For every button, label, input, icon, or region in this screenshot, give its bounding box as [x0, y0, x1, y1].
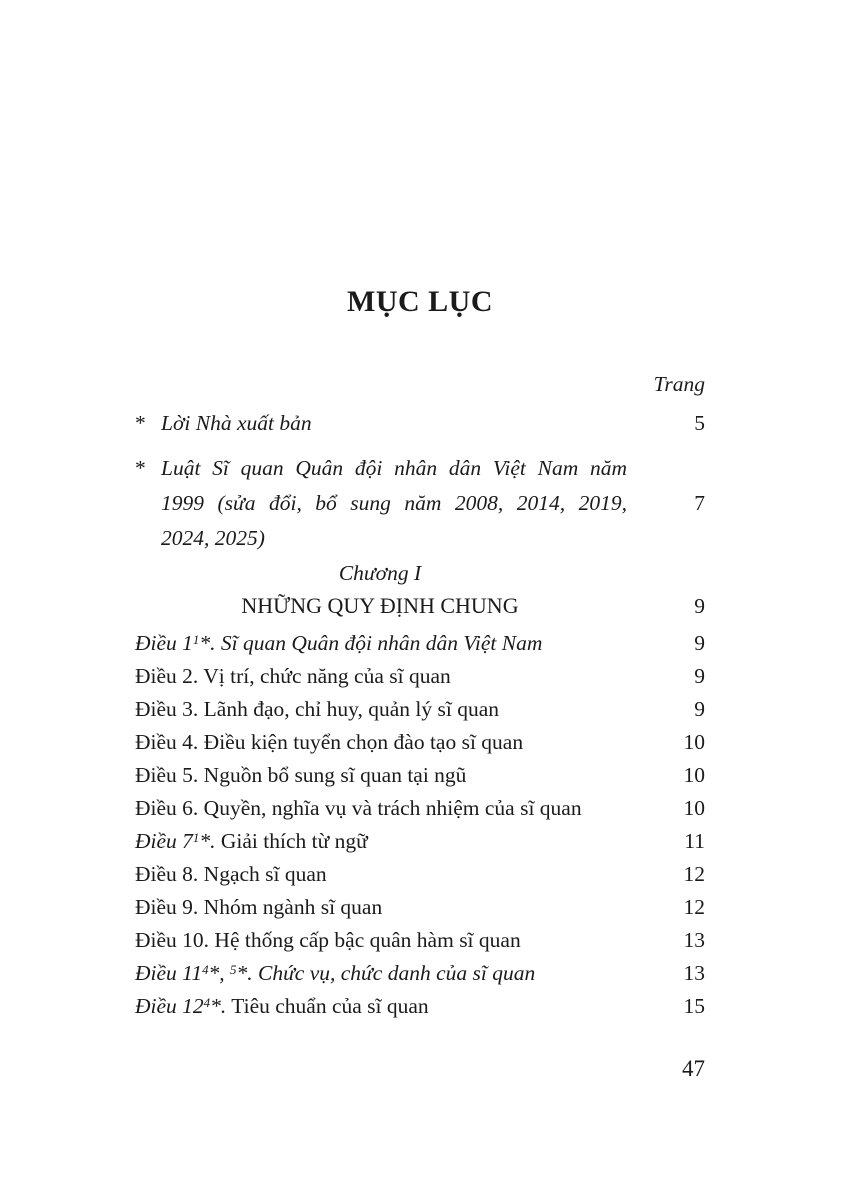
toc-entry: [135, 726, 705, 759]
toc-entry: [135, 660, 705, 693]
toc-entry-title: Điều $11^4*$, $^5$*. Chức vụ, chức danh của sĩ quan: [135, 961, 536, 985]
toc-entry: [135, 891, 705, 924]
toc-entry-title: Điều 2. Vị trí, chức năng của sĩ quan: [135, 664, 451, 688]
toc-entry-page: 15: [683, 994, 705, 1018]
toc-entry: [135, 924, 705, 957]
front-item-lines: [161, 451, 627, 556]
toc-entry-title: Điều 5. Nguồn bổ sung sĩ quan tại ngũ: [135, 763, 467, 787]
toc-entry-page: 10: [683, 763, 705, 787]
toc-front-item-publisher-note: [135, 411, 705, 435]
toc-front-item-law-title: [135, 451, 705, 556]
toc-entry: [135, 957, 705, 990]
toc-entry: [135, 693, 705, 726]
toc-entry: [135, 627, 705, 660]
toc-entry-page: 9: [694, 631, 705, 655]
front-item-text: Lời Nhà xuất bản: [161, 411, 312, 435]
front-item-page: 7: [694, 491, 705, 515]
asterisk-bullet: *: [135, 456, 146, 480]
toc-entry-title: Điều $12^4*$. Tiêu chuẩn của sĩ quan: [135, 994, 429, 1018]
toc-entry-page: 12: [683, 895, 705, 919]
toc-entry-page: 10: [683, 796, 705, 820]
page-column-label: Trang: [653, 372, 705, 396]
toc-entry-page: 9: [694, 664, 705, 688]
toc-entry-page: 9: [694, 697, 705, 721]
toc-entry: [135, 792, 705, 825]
toc-entry-title: Điều 8. Ngạch sĩ quan: [135, 862, 327, 886]
toc-entry-page: 13: [683, 961, 705, 985]
toc-entry-page: 13: [683, 928, 705, 952]
front-item-line: Luật Sĩ quan Quân đội nhân dân Việt Nam năm: [161, 456, 627, 480]
toc-entry: [135, 825, 705, 858]
toc-entry: [135, 759, 705, 792]
toc-entry-title: Điều 9. Nhóm ngành sĩ quan: [135, 895, 383, 919]
toc-entry: [135, 858, 705, 891]
page-title: MỤC LỤC: [347, 285, 493, 318]
folio-page-number: 47: [682, 1056, 705, 1081]
toc-entry: [135, 990, 705, 1023]
toc-entries: [135, 627, 705, 1023]
toc-entry-title: Điều 3. Lãnh đạo, chỉ huy, quản lý sĩ quan: [135, 697, 500, 721]
front-item-line: 2024, 2025): [161, 526, 265, 550]
toc-entry-title: Điều $1^1*$. Sĩ quan Quân đội nhân dân Việt Nam: [135, 631, 543, 655]
chapter-heading-row: [135, 594, 705, 618]
toc-entry-page: 11: [684, 829, 705, 853]
toc-entry-title: Điều $7^1*$. Giải thích từ ngữ: [135, 829, 368, 853]
front-item-page: 5: [694, 411, 705, 435]
toc-entry-page: 10: [683, 730, 705, 754]
toc-entry-title: Điều 4. Điều kiện tuyển chọn đào tạo sĩ quan: [135, 730, 524, 754]
chapter-title: NHỮNG QUY ĐỊNH CHUNG: [241, 593, 519, 618]
front-item-line: 1999 (sửa đổi, bổ sung năm 2008, 2014, 2019,: [161, 491, 627, 515]
toc-entry-title: Điều 10. Hệ thống cấp bậc quân hàm sĩ quan: [135, 928, 521, 952]
chapter-page: 9: [694, 594, 705, 618]
chapter-label: Chương I: [338, 561, 422, 585]
toc-entry-title: Điều 6. Quyền, nghĩa vụ và trách nhiệm của sĩ quan: [135, 796, 582, 820]
toc-entry-page: 12: [683, 862, 705, 886]
asterisk-bullet: *: [135, 411, 146, 435]
